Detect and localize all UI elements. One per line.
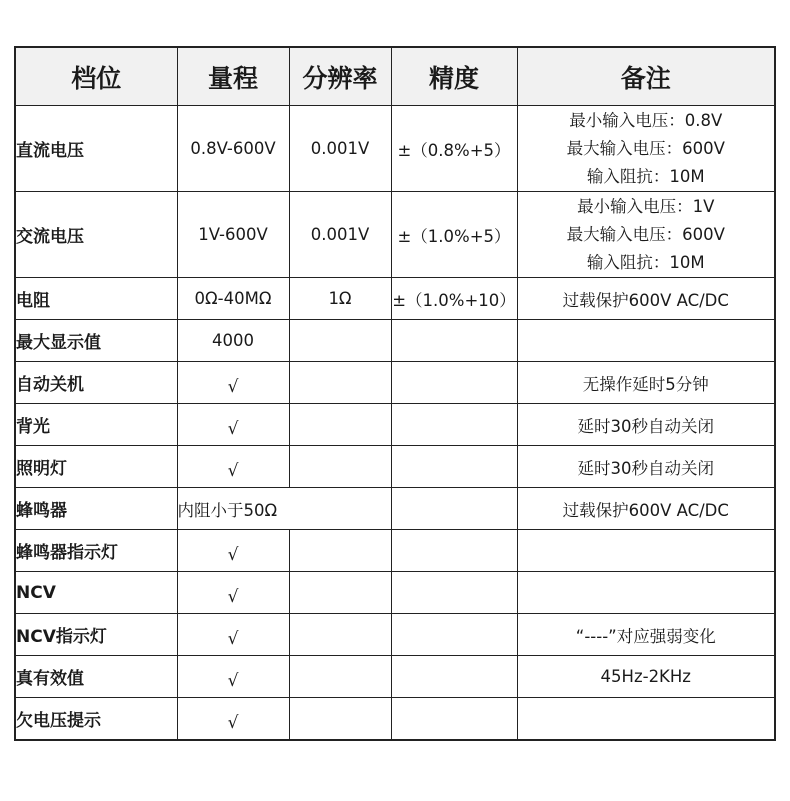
table-row (15, 192, 775, 278)
check-mark: √ (227, 460, 239, 481)
note-line: 最大输入电压：600V (566, 138, 725, 158)
row-item: 照明灯 (15, 446, 177, 488)
table-row (15, 404, 775, 446)
table-row (15, 572, 775, 614)
check-mark: √ (227, 544, 239, 565)
header-row (15, 47, 775, 106)
row-accuracy (391, 614, 517, 656)
row-note (517, 320, 775, 362)
row-range: 4000 (177, 320, 289, 362)
table-row (15, 656, 775, 698)
row-item: 直流电压 (15, 106, 177, 192)
row-accuracy (391, 362, 517, 404)
row-item: 最大显示值 (15, 320, 177, 362)
row-resolution (289, 530, 391, 572)
note-line: 最小输入电压：1V (577, 196, 715, 216)
row-resolution: 1Ω (289, 278, 391, 320)
header-resolution: 分辨率 (289, 47, 391, 106)
row-item: 交流电压 (15, 192, 177, 278)
table-row (15, 278, 775, 320)
row-accuracy (391, 446, 517, 488)
check-mark: √ (227, 712, 239, 733)
row-range (177, 656, 289, 698)
row-resolution (289, 446, 391, 488)
row-note: 延时30秒自动关闭 (517, 404, 775, 446)
row-resolution (289, 656, 391, 698)
check-mark: √ (227, 670, 239, 691)
note-line: 最小输入电压：0.8V (569, 110, 723, 130)
row-resolution (289, 614, 391, 656)
note-line: 最大输入电压：600V (566, 224, 725, 244)
row-accuracy (391, 656, 517, 698)
row-range: 0.8V-600V (177, 106, 289, 192)
row-item: 自动关机 (15, 362, 177, 404)
row-note: 无操作延时5分钟 (517, 362, 775, 404)
row-resolution: 0.001V (289, 106, 391, 192)
row-item: NCV指示灯 (15, 614, 177, 656)
row-resolution (289, 698, 391, 741)
row-resolution (289, 362, 391, 404)
row-note: 过载保护600V AC/DC (517, 488, 775, 530)
row-resolution (289, 320, 391, 362)
row-accuracy (391, 530, 517, 572)
row-range: 0Ω-40MΩ (177, 278, 289, 320)
row-item: 蜂鸣器 (15, 488, 177, 530)
table-row (15, 446, 775, 488)
table-row (15, 488, 775, 530)
row-resolution: 0.001V (289, 192, 391, 278)
row-note (517, 698, 775, 741)
row-accuracy (391, 698, 517, 741)
row-accuracy (391, 572, 517, 614)
row-range (177, 530, 289, 572)
row-resolution (289, 404, 391, 446)
row-accuracy (391, 320, 517, 362)
row-accuracy: ±（1.0%+5） (391, 192, 517, 278)
row-range: 1V-600V (177, 192, 289, 278)
row-note (517, 530, 775, 572)
row-item: 真有效值 (15, 656, 177, 698)
table-row (15, 530, 775, 572)
row-note (517, 106, 775, 192)
row-note (517, 572, 775, 614)
check-mark: √ (227, 628, 239, 649)
row-accuracy (391, 488, 517, 530)
row-item: 背光 (15, 404, 177, 446)
row-range: 内阻小于50Ω (177, 488, 391, 530)
row-range (177, 614, 289, 656)
row-accuracy: ±（1.0%+10） (391, 278, 517, 320)
row-note: 45Hz-2KHz (517, 656, 775, 698)
row-item: 电阻 (15, 278, 177, 320)
header-item: 档位 (15, 47, 177, 106)
row-range (177, 446, 289, 488)
header-accuracy: 精度 (391, 47, 517, 106)
row-range (177, 572, 289, 614)
row-item: 欠电压提示 (15, 698, 177, 741)
row-item: 蜂鸣器指示灯 (15, 530, 177, 572)
note-line: 输入阻抗：10M (586, 166, 705, 186)
check-mark: √ (227, 586, 239, 607)
row-note (517, 192, 775, 278)
table-row (15, 106, 775, 192)
spec-table (14, 46, 776, 741)
row-range (177, 404, 289, 446)
note-line: 输入阻抗：10M (586, 252, 705, 272)
row-resolution (289, 572, 391, 614)
table-row (15, 362, 775, 404)
row-note: 延时30秒自动关闭 (517, 446, 775, 488)
row-note: “----”对应强弱变化 (517, 614, 775, 656)
row-range (177, 362, 289, 404)
check-mark: √ (227, 418, 239, 439)
check-mark: √ (227, 376, 239, 397)
row-range (177, 698, 289, 741)
row-item: NCV (15, 572, 177, 614)
row-note: 过载保护600V AC/DC (517, 278, 775, 320)
header-note: 备注 (517, 47, 775, 106)
table-row (15, 614, 775, 656)
row-accuracy (391, 404, 517, 446)
header-range: 量程 (177, 47, 289, 106)
row-accuracy: ±（0.8%+5） (391, 106, 517, 192)
table-row (15, 698, 775, 741)
table-row (15, 320, 775, 362)
